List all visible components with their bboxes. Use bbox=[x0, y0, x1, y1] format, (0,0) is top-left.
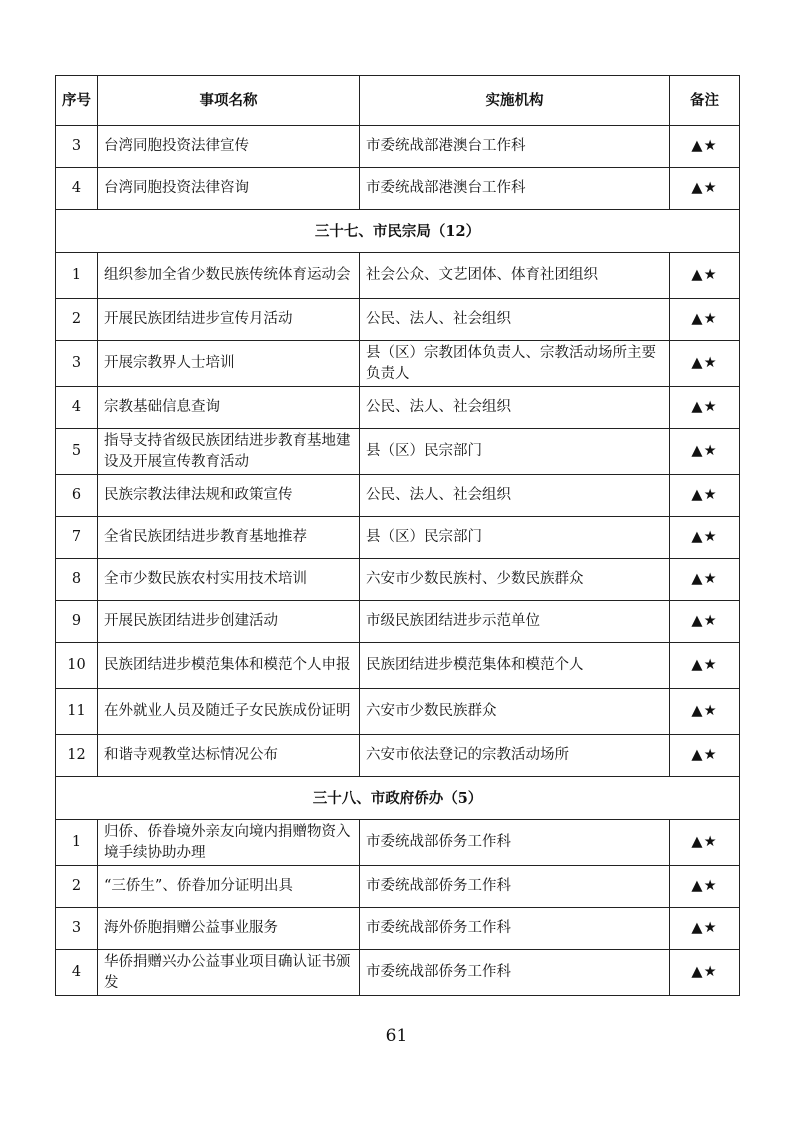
row-no: 7 bbox=[56, 517, 98, 559]
page-number: 61 bbox=[385, 1026, 408, 1046]
row-no: 3 bbox=[56, 908, 98, 950]
row-agency: 县（区）宗教团体负责人、宗教活动场所主要负责人 bbox=[360, 341, 670, 387]
row-mark: ▲★ bbox=[670, 559, 740, 601]
header-note: 备注 bbox=[670, 76, 740, 126]
row-name: 指导支持省级民族团结进步教育基地建设及开展宣传教育活动 bbox=[98, 429, 360, 475]
row-name: 台湾同胞投资法律咨询 bbox=[98, 168, 360, 210]
row-agency: 六安市依法登记的宗教活动场所 bbox=[360, 735, 670, 777]
row-mark: ▲★ bbox=[670, 475, 740, 517]
row-name: 归侨、侨眷境外亲友向境内捐赠物资入境手续协助办理 bbox=[98, 820, 360, 866]
table-header-row bbox=[56, 76, 740, 126]
row-name: 开展民族团结进步创建活动 bbox=[98, 601, 360, 643]
row-mark: ▲★ bbox=[670, 820, 740, 866]
table-row bbox=[56, 517, 740, 559]
row-no: 4 bbox=[56, 168, 98, 210]
row-name: 开展民族团结进步宣传月活动 bbox=[98, 299, 360, 341]
section-header-row bbox=[56, 777, 740, 820]
row-no: 11 bbox=[56, 689, 98, 735]
row-name: 华侨捐赠兴办公益事业项目确认证书颁发 bbox=[98, 950, 360, 996]
row-agency: 市级民族团结进步示范单位 bbox=[360, 601, 670, 643]
row-mark: ▲★ bbox=[670, 950, 740, 996]
table-row bbox=[56, 908, 740, 950]
table-row bbox=[56, 341, 740, 387]
row-agency: 公民、法人、社会组织 bbox=[360, 387, 670, 429]
row-name: 台湾同胞投资法律宣传 bbox=[98, 126, 360, 168]
row-no: 4 bbox=[56, 950, 98, 996]
row-mark: ▲★ bbox=[670, 908, 740, 950]
row-name: 海外侨胞捐赠公益事业服务 bbox=[98, 908, 360, 950]
row-mark: ▲★ bbox=[670, 601, 740, 643]
row-no: 6 bbox=[56, 475, 98, 517]
row-mark: ▲★ bbox=[670, 299, 740, 341]
row-agency: 市委统战部侨务工作科 bbox=[360, 866, 670, 908]
table-row bbox=[56, 866, 740, 908]
row-name: 民族团结进步模范集体和模范个人申报 bbox=[98, 643, 360, 689]
row-name: 和谐寺观教堂达标情况公布 bbox=[98, 735, 360, 777]
table-row bbox=[56, 126, 740, 168]
table-row bbox=[56, 429, 740, 475]
row-agency: 市委统战部侨务工作科 bbox=[360, 908, 670, 950]
table-row bbox=[56, 253, 740, 299]
row-no: 4 bbox=[56, 387, 98, 429]
table-row bbox=[56, 820, 740, 866]
row-no: 3 bbox=[56, 341, 98, 387]
row-mark: ▲★ bbox=[670, 126, 740, 168]
row-agency: 县（区）民宗部门 bbox=[360, 429, 670, 475]
table-row bbox=[56, 643, 740, 689]
row-agency: 市委统战部港澳台工作科 bbox=[360, 168, 670, 210]
row-mark: ▲★ bbox=[670, 387, 740, 429]
row-no: 9 bbox=[56, 601, 98, 643]
header-no: 序号 bbox=[56, 76, 98, 126]
row-no: 1 bbox=[56, 253, 98, 299]
row-name: 民族宗教法律法规和政策宣传 bbox=[98, 475, 360, 517]
table-row bbox=[56, 168, 740, 210]
row-name: 在外就业人员及随迁子女民族成份证明 bbox=[98, 689, 360, 735]
row-no: 5 bbox=[56, 429, 98, 475]
table-row bbox=[56, 475, 740, 517]
row-no: 2 bbox=[56, 866, 98, 908]
row-agency: 公民、法人、社会组织 bbox=[360, 299, 670, 341]
row-name: “三侨生”、侨眷加分证明出具 bbox=[98, 866, 360, 908]
row-mark: ▲★ bbox=[670, 341, 740, 387]
section-header-row bbox=[56, 210, 740, 253]
table-row bbox=[56, 950, 740, 996]
row-agency: 公民、法人、社会组织 bbox=[360, 475, 670, 517]
row-no: 3 bbox=[56, 126, 98, 168]
row-mark: ▲★ bbox=[670, 517, 740, 559]
row-mark: ▲★ bbox=[670, 429, 740, 475]
row-agency: 六安市少数民族村、少数民族群众 bbox=[360, 559, 670, 601]
table-row bbox=[56, 735, 740, 777]
table-row bbox=[56, 689, 740, 735]
row-no: 12 bbox=[56, 735, 98, 777]
table-row bbox=[56, 601, 740, 643]
row-agency: 六安市少数民族群众 bbox=[360, 689, 670, 735]
row-no: 10 bbox=[56, 643, 98, 689]
header-agency: 实施机构 bbox=[360, 76, 670, 126]
row-no: 2 bbox=[56, 299, 98, 341]
row-name: 宗教基础信息查询 bbox=[98, 387, 360, 429]
row-name: 全省民族团结进步教育基地推荐 bbox=[98, 517, 360, 559]
service-items-table bbox=[55, 75, 740, 996]
row-name: 组织参加全省少数民族传统体育运动会 bbox=[98, 253, 360, 299]
row-mark: ▲★ bbox=[670, 643, 740, 689]
row-no: 1 bbox=[56, 820, 98, 866]
row-agency: 民族团结进步模范集体和模范个人 bbox=[360, 643, 670, 689]
row-name: 开展宗教界人士培训 bbox=[98, 341, 360, 387]
row-agency: 市委统战部侨务工作科 bbox=[360, 820, 670, 866]
row-mark: ▲★ bbox=[670, 866, 740, 908]
row-agency: 市委统战部侨务工作科 bbox=[360, 950, 670, 996]
header-name: 事项名称 bbox=[98, 76, 360, 126]
row-agency: 县（区）民宗部门 bbox=[360, 517, 670, 559]
row-mark: ▲★ bbox=[670, 253, 740, 299]
row-no: 8 bbox=[56, 559, 98, 601]
row-agency: 市委统战部港澳台工作科 bbox=[360, 126, 670, 168]
row-mark: ▲★ bbox=[670, 689, 740, 735]
row-agency: 社会公众、文艺团体、体育社团组织 bbox=[360, 253, 670, 299]
table-row bbox=[56, 559, 740, 601]
row-mark: ▲★ bbox=[670, 735, 740, 777]
row-mark: ▲★ bbox=[670, 168, 740, 210]
table-row bbox=[56, 299, 740, 341]
section-title: 三十八、市政府侨办（5） bbox=[56, 777, 740, 820]
table-row bbox=[56, 387, 740, 429]
section-title: 三十七、市民宗局（12） bbox=[56, 210, 740, 253]
row-name: 全市少数民族农村实用技术培训 bbox=[98, 559, 360, 601]
